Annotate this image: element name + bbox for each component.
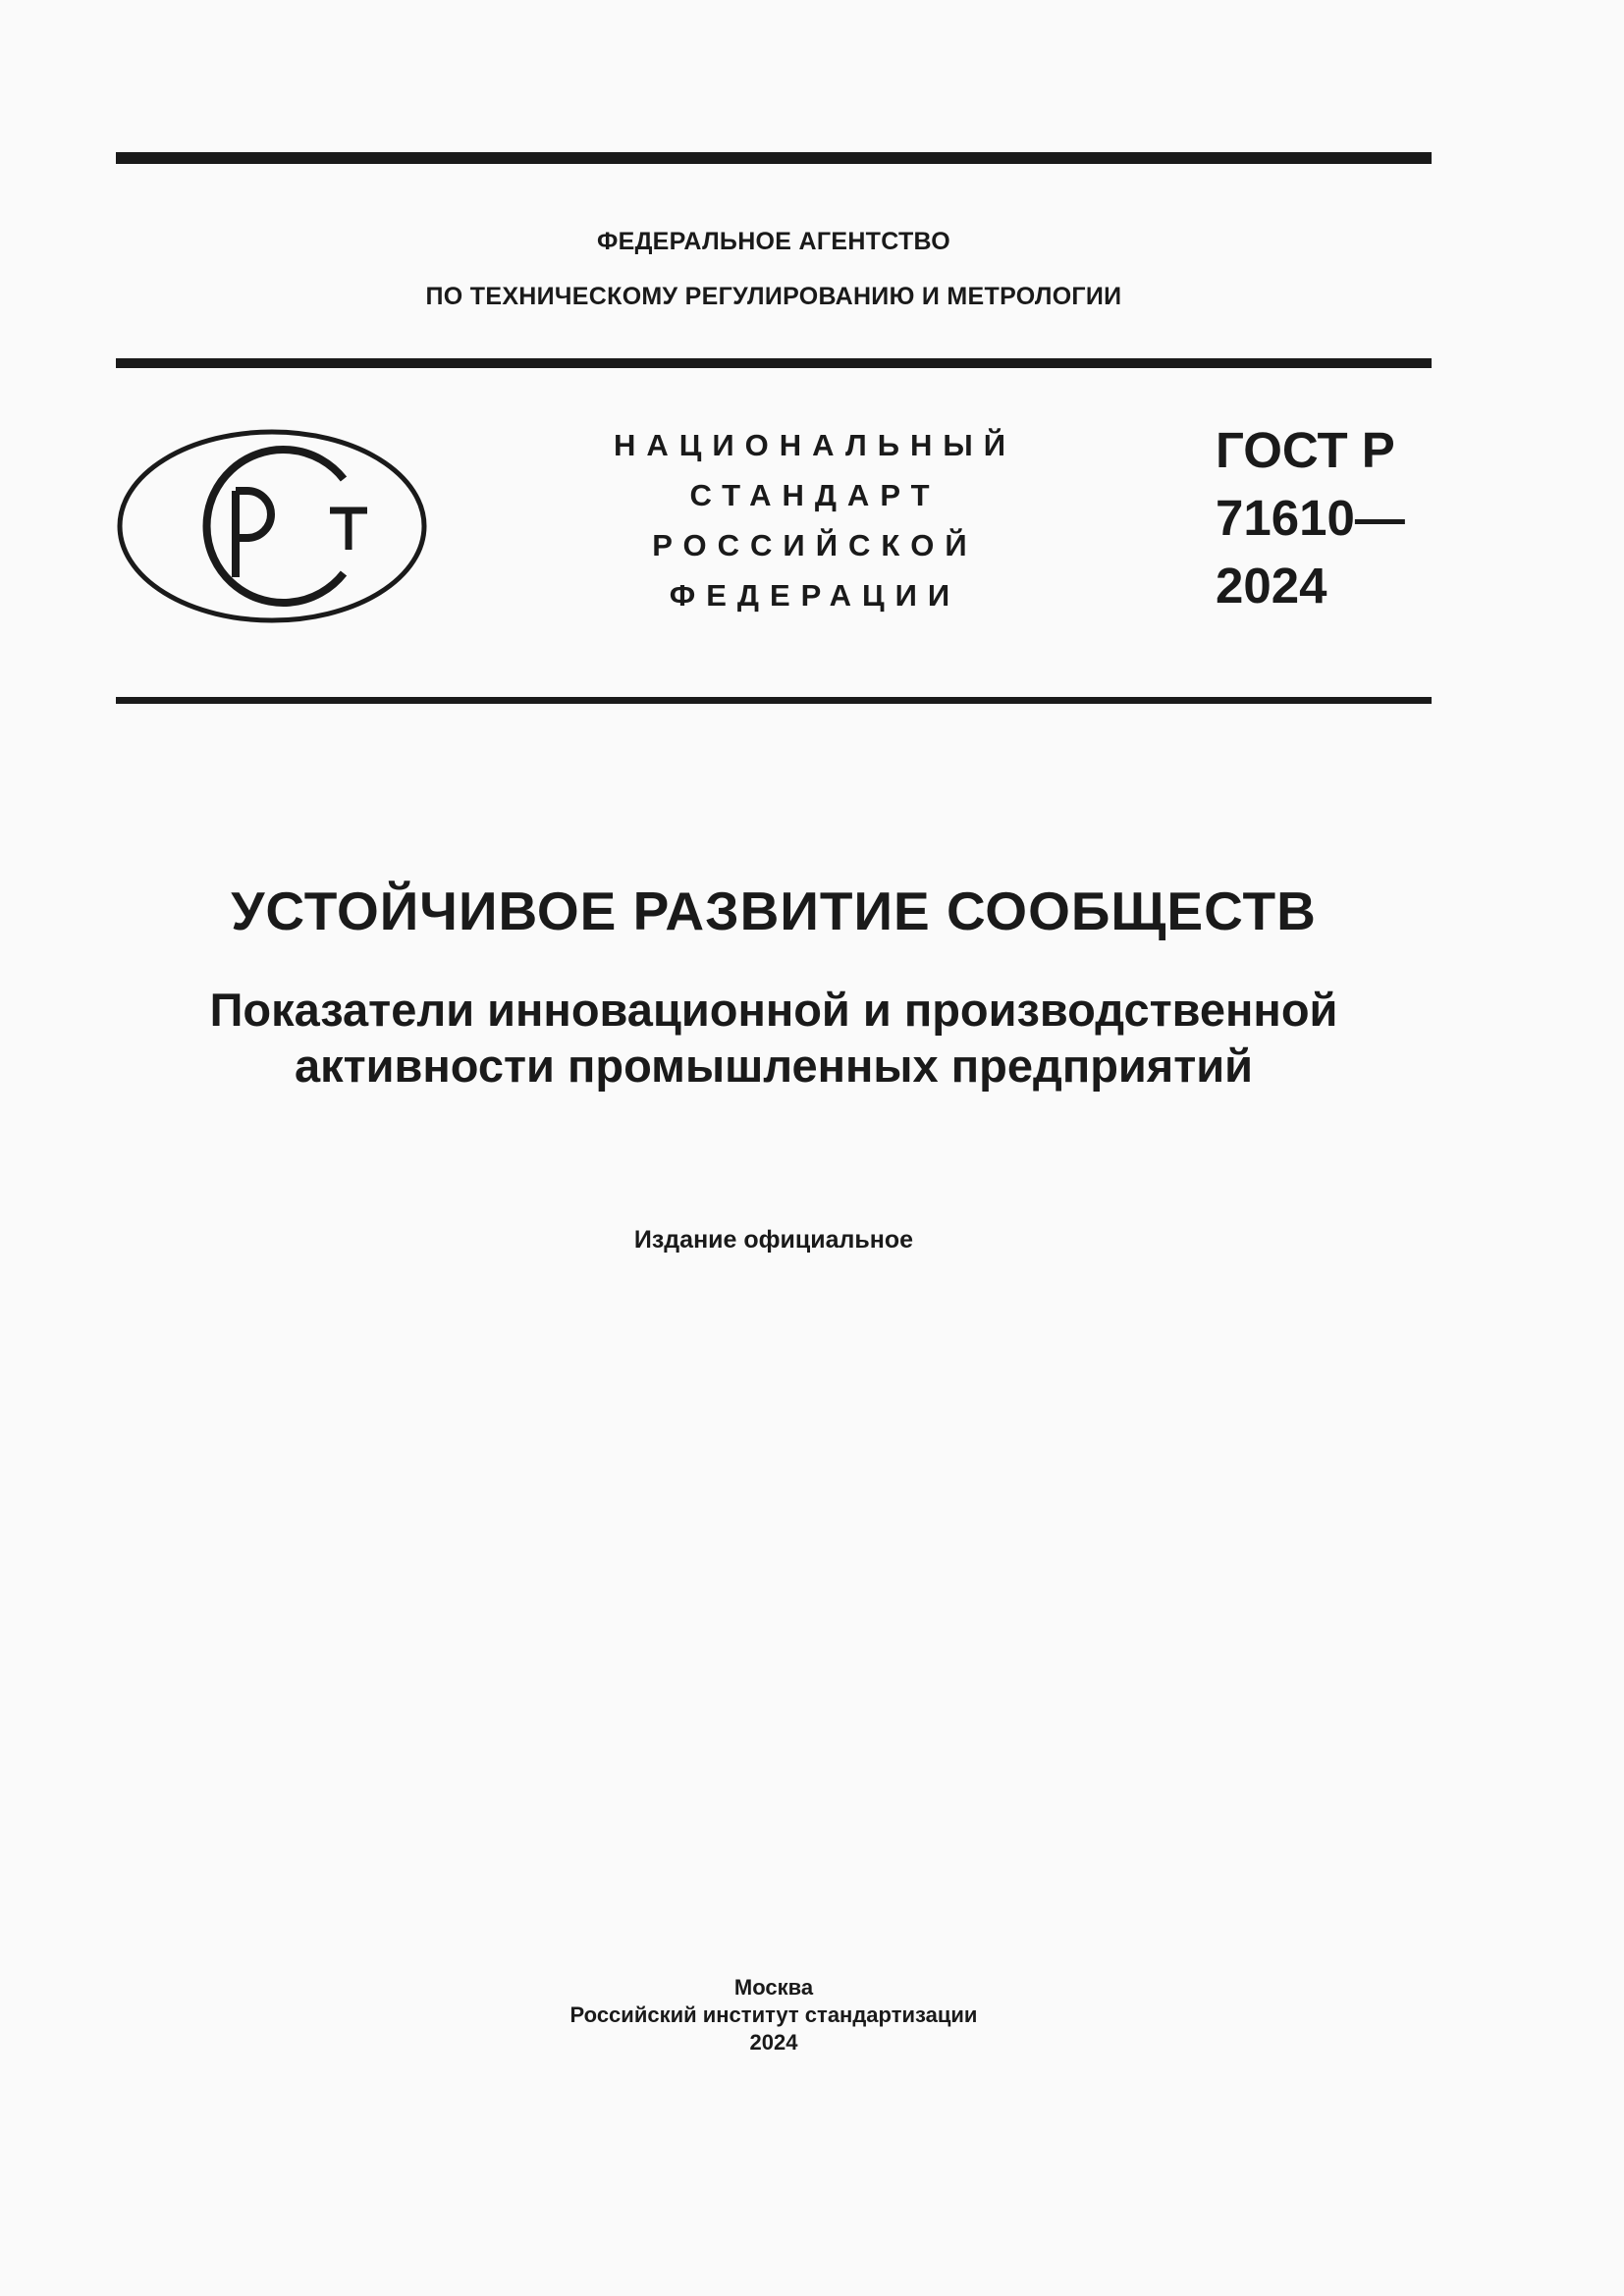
top-rule (116, 152, 1432, 164)
subtitle-line-2: активности промышленных предприятий (294, 1040, 1254, 1092)
imprint-block (116, 1974, 1432, 2056)
imprint-city: Москва (733, 1975, 814, 2000)
document-title: УСТОЙЧИВОЕ РАЗВИТИЕ СООБЩЕСТВ (231, 881, 1317, 941)
agency-header (116, 214, 1432, 324)
standard-designation (1216, 416, 1405, 619)
edition-label: Издание официальное (633, 1226, 914, 1254)
designation-line-3: 2024 (1216, 558, 1327, 614)
agency-line-2: ПО ТЕХНИЧЕСКОМУ РЕГУЛИРОВАНИЮ И МЕТРОЛОГИИ (425, 283, 1122, 310)
standard-type-heading (555, 420, 1075, 620)
document-subtitle (116, 982, 1432, 1094)
agency-line-1: ФЕДЕРАЛЬНОЕ АГЕНТСТВО (596, 228, 951, 255)
imprint-year: 2024 (749, 2030, 798, 2055)
standard-type-line-1: НАЦИОНАЛЬНЫЙ (613, 428, 1017, 462)
subtitle-line-1: Показатели инновационной и производственной (209, 984, 1338, 1036)
middle-rule (116, 358, 1432, 368)
imprint-publisher: Российский институт стандартизации (569, 2002, 978, 2027)
designation-line-2: 71610— (1216, 490, 1405, 546)
rst-logo-svg (116, 428, 428, 624)
rst-certification-mark-icon (116, 428, 428, 624)
bottom-rule (116, 697, 1432, 704)
standard-type-line-3: РОССИЙСКОЙ (652, 528, 978, 562)
standard-type-line-2: СТАНДАРТ (689, 478, 941, 512)
standard-type-line-4: ФЕДЕРАЦИИ (669, 578, 961, 613)
designation-line-1: ГОСТ Р (1216, 422, 1395, 478)
